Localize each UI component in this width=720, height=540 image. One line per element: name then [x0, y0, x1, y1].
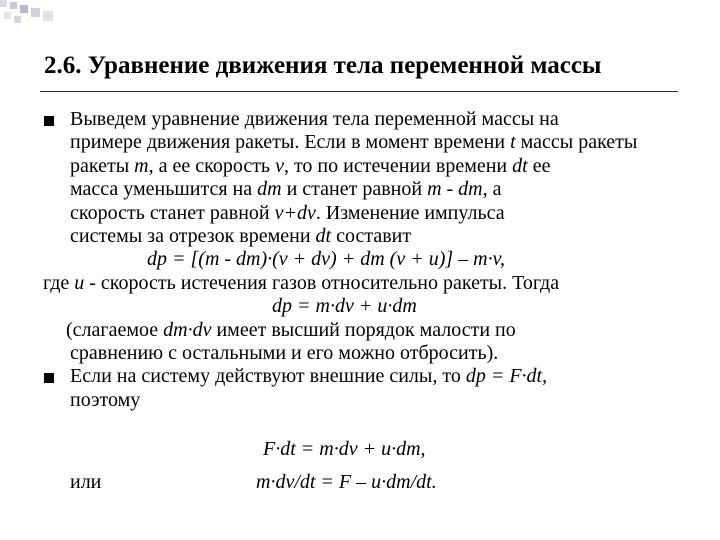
bullet-marker-2: [44, 373, 54, 383]
var-dm: dm: [257, 178, 282, 201]
bullet1-line1: Выведем уравнение движения тела переменной массы на: [70, 108, 559, 130]
bullet1-line2: примере движения ракеты. Если в момент времени: [70, 131, 506, 154]
bullet1-line4a: масса уменьшится на: [70, 178, 253, 201]
note-rest2: сравнению с остальными и его можно отбросить).: [70, 342, 499, 364]
var-m: m: [134, 154, 149, 177]
bullet1-line5a: скорость станет равной: [70, 201, 270, 224]
formula-dp: dp = m·dv + u·dm: [272, 295, 417, 318]
formula-momentum-change: dp = [(m - dm)·(v + dv) + dm (v + u)] – m·v,: [147, 248, 505, 271]
bullet1-line5b: . Изменение импульса: [315, 201, 505, 224]
bullet1-line3b: , а ее скорость: [148, 154, 271, 177]
var-v-plus-dv: v+dv: [274, 201, 316, 224]
corner-decoration: [0, 0, 80, 30]
bullet2-comma: ,: [542, 365, 548, 388]
bullet1-line3d: ее: [532, 154, 551, 177]
bullet1-line3c: , то по истечении времени: [283, 154, 508, 177]
where-text: - скорость истечения газов относительно ракеты. Тогда: [89, 271, 560, 294]
bullet1-line6a: системы за отрезок времени: [70, 225, 311, 247]
note-rest1: имеет высший порядок малости по: [216, 318, 516, 341]
var-m-minus-dm: m - dm: [427, 178, 483, 201]
note-open: (слагаемое: [66, 318, 159, 341]
var-v: v: [275, 154, 284, 177]
formula-force: F·dt = m·dv + u·dm,: [263, 438, 426, 460]
bullet-marker-1: [44, 116, 54, 126]
bullet1-line2b: массы ракеты: [520, 131, 638, 154]
note-var: dm·dv: [163, 318, 212, 341]
bullet1-line3a: ракеты: [70, 154, 130, 177]
bullet1-line4c: , а: [482, 178, 502, 201]
formula-final: m·dv/dt = F – u·dm/dt.: [256, 471, 437, 493]
slide-title: 2.6. Уравнение движения тела переменной массы: [44, 52, 602, 79]
var-dt: dt: [512, 154, 528, 177]
var-dt-2: dt: [315, 225, 332, 247]
bullet2-text: Если на систему действуют внешние силы, то: [70, 365, 461, 388]
bullet1-line4b: и станет равной: [286, 178, 423, 201]
var-t: t: [510, 131, 516, 154]
var-u: u: [74, 271, 85, 294]
title-divider: [40, 91, 678, 92]
where-prefix: где: [43, 271, 70, 294]
bullet2-formula: dp = F·dt: [465, 365, 543, 388]
bullet2-line2: поэтому: [70, 388, 141, 411]
bullet1-line6b: составит: [336, 225, 412, 247]
or-label: или: [70, 471, 102, 493]
